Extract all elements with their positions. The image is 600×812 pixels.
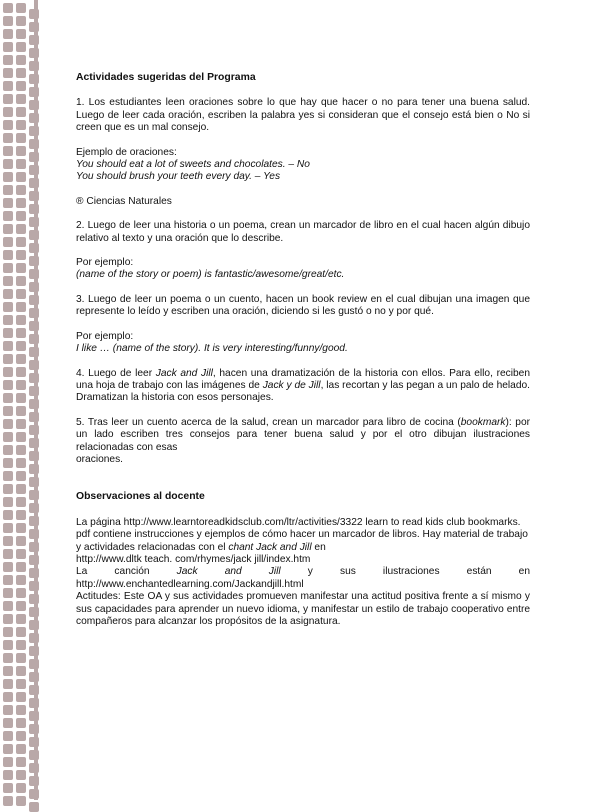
- border-square: [29, 334, 39, 344]
- border-square: [16, 484, 26, 494]
- border-square: [29, 100, 39, 110]
- border-square: [16, 432, 26, 442]
- border-square: [29, 191, 39, 201]
- border-square: [3, 666, 13, 676]
- border-square: [29, 620, 39, 630]
- border-square: [16, 198, 26, 208]
- border-square: [29, 802, 39, 812]
- border-square: [16, 224, 26, 234]
- border-square: [3, 432, 13, 442]
- border-square: [3, 458, 13, 468]
- border-square: [29, 659, 39, 669]
- border-square: [3, 484, 13, 494]
- border-square: [29, 87, 39, 97]
- observation-2: [76, 529, 530, 554]
- border-square: [29, 529, 39, 539]
- border-square: [3, 224, 13, 234]
- border-square: [3, 276, 13, 286]
- border-square: [3, 575, 13, 585]
- border-square: [16, 380, 26, 390]
- border-square: [3, 757, 13, 767]
- border-square: [16, 263, 26, 273]
- section-title-activities: Actividades sugeridas del Programa: [76, 72, 256, 83]
- border-square: [16, 211, 26, 221]
- border-square: [3, 705, 13, 715]
- border-square: [3, 562, 13, 572]
- border-square: [3, 393, 13, 403]
- border-square: [16, 588, 26, 598]
- observation-4-text-b: y sus ilustraciones están en: [280, 566, 530, 578]
- border-square: [16, 133, 26, 143]
- border-square: [29, 464, 39, 474]
- border-square: [29, 48, 39, 58]
- border-square: [29, 646, 39, 656]
- border-square: [29, 503, 39, 513]
- border-square: [29, 373, 39, 383]
- border-square: [3, 497, 13, 507]
- border-square: [16, 328, 26, 338]
- border-square: [16, 406, 26, 416]
- border-square: [3, 42, 13, 52]
- border-square: [3, 107, 13, 117]
- border-square: [29, 477, 39, 487]
- border-square: [16, 627, 26, 637]
- border-square: [3, 146, 13, 156]
- activity-5-text-b: ): por un lado escriben tres consejos para tener buena salud y por el otro dibujan ilustraciones relacionadas con esas: [76, 416, 531, 453]
- border-square: [16, 549, 26, 559]
- border-square: [16, 770, 26, 780]
- example-sentence-4: I like … (name of the story). It is very interesting/funny/good.: [76, 343, 348, 355]
- border-square: [16, 172, 26, 182]
- border-square: [16, 250, 26, 260]
- border-square: [29, 633, 39, 643]
- border-square: [16, 68, 26, 78]
- border-square: [3, 471, 13, 481]
- border-square: [3, 81, 13, 91]
- border-square: [16, 185, 26, 195]
- border-square: [29, 607, 39, 617]
- border-square: [16, 289, 26, 299]
- border-square: [29, 178, 39, 188]
- border-square: [3, 55, 13, 65]
- observation-url-1: http://www.dltk teach. com/rhymes/jack jill/index.htm: [76, 553, 311, 565]
- border-square: [3, 198, 13, 208]
- border-square: [29, 269, 39, 279]
- border-square: [3, 536, 13, 546]
- border-square: [3, 588, 13, 598]
- border-square: [29, 451, 39, 461]
- observation-4-song: Jack and Jill: [176, 566, 281, 578]
- border-square: [3, 250, 13, 260]
- border-square: [29, 22, 39, 32]
- observation-attitudes: Actitudes: Este OA y sus actividades promueven manifestar una actitud positiva frente a sí mismo y sus capacidades para aprender un nuevo idioma, y manifestar un estilo de trabajo cooperativo entre compañeros para alcanzar los propósitos de la asignatura.: [76, 591, 530, 627]
- border-square: [3, 367, 13, 377]
- border-square: [29, 490, 39, 500]
- border-square: [16, 107, 26, 117]
- activity-5-end: oraciones.: [76, 453, 124, 465]
- border-square: [16, 81, 26, 91]
- border-square: [29, 282, 39, 292]
- border-square: [16, 679, 26, 689]
- border-square: [29, 61, 39, 71]
- border-square: [29, 763, 39, 773]
- border-square: [29, 256, 39, 266]
- border-square: [29, 412, 39, 422]
- border-square: [16, 718, 26, 728]
- border-square: [29, 360, 39, 370]
- example-sentence-3: (name of the story or poem) is fantastic/awesome/great/etc.: [76, 269, 345, 281]
- activity-4-title-b: Jack y de Jill: [262, 379, 321, 391]
- border-square: [3, 68, 13, 78]
- border-square: [3, 744, 13, 754]
- border-square: [16, 523, 26, 533]
- document-body: [76, 72, 530, 628]
- border-square: [16, 3, 26, 13]
- ciencias-naturales-note: ® Ciencias Naturales: [76, 195, 172, 207]
- border-square: [3, 796, 13, 806]
- activity-3: 3. Luego de leer un poema o un cuento, hacen un book review en el cual dibujan una imagen que represente lo leído y escriben una oración, diciendo si les gustó o no y por qué.: [76, 293, 530, 318]
- activity-4-title-a: Jack and Jill: [155, 367, 213, 379]
- border-square: [29, 386, 39, 396]
- border-square: [3, 328, 13, 338]
- border-square: [3, 614, 13, 624]
- border-square: [29, 139, 39, 149]
- border-square: [29, 308, 39, 318]
- border-square: [3, 3, 13, 13]
- border-square: [3, 185, 13, 195]
- border-square: [3, 731, 13, 741]
- border-square: [16, 562, 26, 572]
- border-square: [29, 542, 39, 552]
- border-square: [3, 653, 13, 663]
- border-square: [29, 35, 39, 45]
- border-square: [3, 289, 13, 299]
- activity-1: 1. Los estudiantes leen oraciones sobre lo que hay que hacer o no para tener una buena salud. Luego de leer cada oración, escriben la palabra yes si consideran que el consejo está bien o No si creen que es un mal consejo.: [76, 97, 530, 134]
- observation-url-2: http://www.enchantedlearning.com/Jackandjill.html: [76, 578, 304, 590]
- border-square: [3, 16, 13, 26]
- border-square: [16, 692, 26, 702]
- border-square: [16, 94, 26, 104]
- example-sentence-2: You should brush your teeth every day. – Yes: [76, 171, 281, 183]
- border-square: [29, 555, 39, 565]
- border-square: [29, 581, 39, 591]
- border-square: [16, 315, 26, 325]
- border-square: [16, 367, 26, 377]
- border-square: [29, 438, 39, 448]
- border-square: [29, 776, 39, 786]
- border-square: [16, 653, 26, 663]
- border-square: [3, 783, 13, 793]
- section-title-observations: Observaciones al docente: [76, 491, 205, 503]
- border-square: [29, 568, 39, 578]
- observation-1: La página http://www.learntoreadkidsclub.com/ltr/activities/3322 learn to read kids club bookmarks.: [76, 516, 521, 528]
- border-square: [29, 295, 39, 305]
- border-square: [16, 237, 26, 247]
- border-square: [29, 74, 39, 84]
- border-square: [3, 120, 13, 130]
- border-square: [3, 445, 13, 455]
- border-square: [29, 204, 39, 214]
- border-square: [29, 113, 39, 123]
- border-square: [16, 419, 26, 429]
- border-square: [16, 159, 26, 169]
- border-square: [16, 42, 26, 52]
- border-square: [16, 601, 26, 611]
- decorative-border: [0, 0, 46, 800]
- activity-5: [76, 417, 530, 454]
- observation-4: [76, 566, 530, 578]
- activity-5-text-a: 5. Tras leer un cuento acerca de la salud, crean un marcador para libro de cocina (: [76, 416, 461, 428]
- border-square: [3, 315, 13, 325]
- border-square: [16, 783, 26, 793]
- border-square: [16, 16, 26, 26]
- observation-2-chant: chant Jack and Jill: [228, 541, 312, 553]
- border-square: [16, 536, 26, 546]
- border-square: [16, 471, 26, 481]
- border-square: [3, 159, 13, 169]
- border-square: [3, 237, 13, 247]
- border-square: [29, 698, 39, 708]
- border-square: [3, 679, 13, 689]
- border-square: [3, 94, 13, 104]
- border-square: [16, 614, 26, 624]
- border-square: [3, 718, 13, 728]
- activity-5-bookmark: bookmark: [460, 416, 506, 428]
- activity-4: [76, 368, 530, 405]
- border-square: [3, 29, 13, 39]
- border-square: [3, 172, 13, 182]
- border-square: [3, 627, 13, 637]
- border-square: [16, 497, 26, 507]
- border-square: [29, 685, 39, 695]
- border-square: [3, 419, 13, 429]
- border-square: [16, 341, 26, 351]
- border-square: [3, 380, 13, 390]
- border-square: [16, 276, 26, 286]
- border-square: [29, 594, 39, 604]
- activity-4-text-c: , las recortan y las pegan a un palo de helado. Dramatizan la historia con esos personajes.: [76, 379, 530, 404]
- border-square: [29, 165, 39, 175]
- border-square: [3, 549, 13, 559]
- border-square: [16, 575, 26, 585]
- border-square: [3, 263, 13, 273]
- border-square: [29, 321, 39, 331]
- border-square: [29, 711, 39, 721]
- border-square: [16, 731, 26, 741]
- border-square: [3, 302, 13, 312]
- border-square: [29, 217, 39, 227]
- border-square: [16, 757, 26, 767]
- border-square: [16, 354, 26, 364]
- border-square: [16, 510, 26, 520]
- border-square: [3, 211, 13, 221]
- border-square: [16, 458, 26, 468]
- border-square: [29, 9, 39, 19]
- border-square: [3, 523, 13, 533]
- border-square: [3, 406, 13, 416]
- border-square: [29, 347, 39, 357]
- border-square: [3, 640, 13, 650]
- border-square: [3, 601, 13, 611]
- border-square: [16, 705, 26, 715]
- border-square: [3, 354, 13, 364]
- border-square: [16, 302, 26, 312]
- border-square: [29, 750, 39, 760]
- border-square: [16, 55, 26, 65]
- border-square: [29, 243, 39, 253]
- border-square: [16, 744, 26, 754]
- example-sentence-1: You should eat a lot of sweets and chocolates. – No: [76, 159, 310, 171]
- border-square: [29, 724, 39, 734]
- example-label: Ejemplo de oraciones:: [76, 146, 177, 158]
- observation-2-text-b: en: [311, 541, 326, 553]
- border-square: [29, 672, 39, 682]
- border-square: [29, 516, 39, 526]
- border-square: [16, 393, 26, 403]
- border-square: [3, 510, 13, 520]
- border-square: [16, 640, 26, 650]
- example-label-3: Por ejemplo:: [76, 330, 134, 342]
- border-square: [16, 796, 26, 806]
- activity-2: 2. Luego de leer una historia o un poema, crean un marcador de libro en el cual hacen algún dibujo relativo al texto y una oración que lo describe.: [76, 220, 530, 244]
- border-square: [3, 770, 13, 780]
- border-square: [16, 120, 26, 130]
- border-square: [29, 399, 39, 409]
- border-square: [3, 133, 13, 143]
- border-square: [29, 789, 39, 799]
- border-square: [29, 126, 39, 136]
- observation-2-text-a: pdf contiene instrucciones y ejemplos de cómo hacer un marcador de libros. Hay material de trabajo y actividades relacionadas con el: [76, 529, 528, 553]
- activity-4-text-b: , hacen una dramatización de la historia con ellos. Para ello, reciben una hoja de trabajo con las imágenes de: [76, 367, 530, 391]
- activity-4-text-a: 4. Luego de leer: [76, 367, 156, 379]
- border-square: [3, 692, 13, 702]
- observation-4-text-a: La canción: [76, 566, 177, 578]
- border-square: [29, 152, 39, 162]
- border-square: [16, 146, 26, 156]
- border-square: [3, 341, 13, 351]
- border-square: [16, 29, 26, 39]
- border-square: [29, 425, 39, 435]
- border-square: [16, 666, 26, 676]
- border-square: [16, 445, 26, 455]
- border-square: [29, 737, 39, 747]
- border-square: [29, 230, 39, 240]
- example-label-2: Por ejemplo:: [76, 257, 134, 269]
